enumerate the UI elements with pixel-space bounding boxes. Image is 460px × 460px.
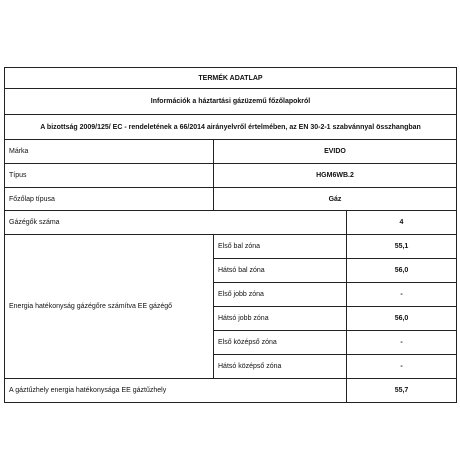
- type-row: [5, 164, 457, 188]
- total-efficiency-label: A gáztűzhely energia hatékonysága EE gáztűzhely: [5, 379, 347, 403]
- title-row: [5, 68, 457, 89]
- product-data-sheet-table: [4, 67, 457, 403]
- regulation-text: A bizottság 2009/125/ EC - rendeletének a 66/2014 airányelvről értelmében, az EN 30-2-1 szabvánnyal összhangban: [5, 115, 457, 140]
- hob-type-row: [5, 188, 457, 211]
- sheet-subtitle: Információk a háztartási gázüzemű főzőlapokról: [5, 89, 457, 115]
- hob-type-value: Gáz: [214, 188, 457, 211]
- zone-label: Első középső zóna: [214, 331, 347, 355]
- zone-label: Első jobb zóna: [214, 283, 347, 307]
- zone-label: Hátsó jobb zóna: [214, 307, 347, 331]
- zone-label: Hátsó bal zóna: [214, 259, 347, 283]
- regulation-row: [5, 115, 457, 140]
- burners-label: Gázégők száma: [5, 211, 347, 235]
- total-efficiency-row: [5, 379, 457, 403]
- type-value: HGM6WB.2: [214, 164, 457, 188]
- total-efficiency-value: 55,7: [347, 379, 457, 403]
- zone-value: 56,0: [347, 259, 457, 283]
- sheet-title: TERMÉK ADATLAP: [5, 68, 457, 89]
- zone-value: 55,1: [347, 235, 457, 259]
- burners-row: [5, 211, 457, 235]
- zone-label: Hátsó középső zóna: [214, 355, 347, 379]
- zone-row: [5, 235, 457, 259]
- zone-value: 56,0: [347, 307, 457, 331]
- zone-value: -: [347, 355, 457, 379]
- efficiency-label: Energia hatékonyság gázégőre számítva EE gázégő: [5, 235, 214, 379]
- zone-value: -: [347, 331, 457, 355]
- hob-type-label: Főzőlap típusa: [5, 188, 214, 211]
- burners-value: 4: [347, 211, 457, 235]
- brand-row: [5, 140, 457, 164]
- brand-value: EVIDO: [214, 140, 457, 164]
- zone-label: Első bal zóna: [214, 235, 347, 259]
- subtitle-row: [5, 89, 457, 115]
- brand-label: Márka: [5, 140, 214, 164]
- type-label: Típus: [5, 164, 214, 188]
- zone-value: -: [347, 283, 457, 307]
